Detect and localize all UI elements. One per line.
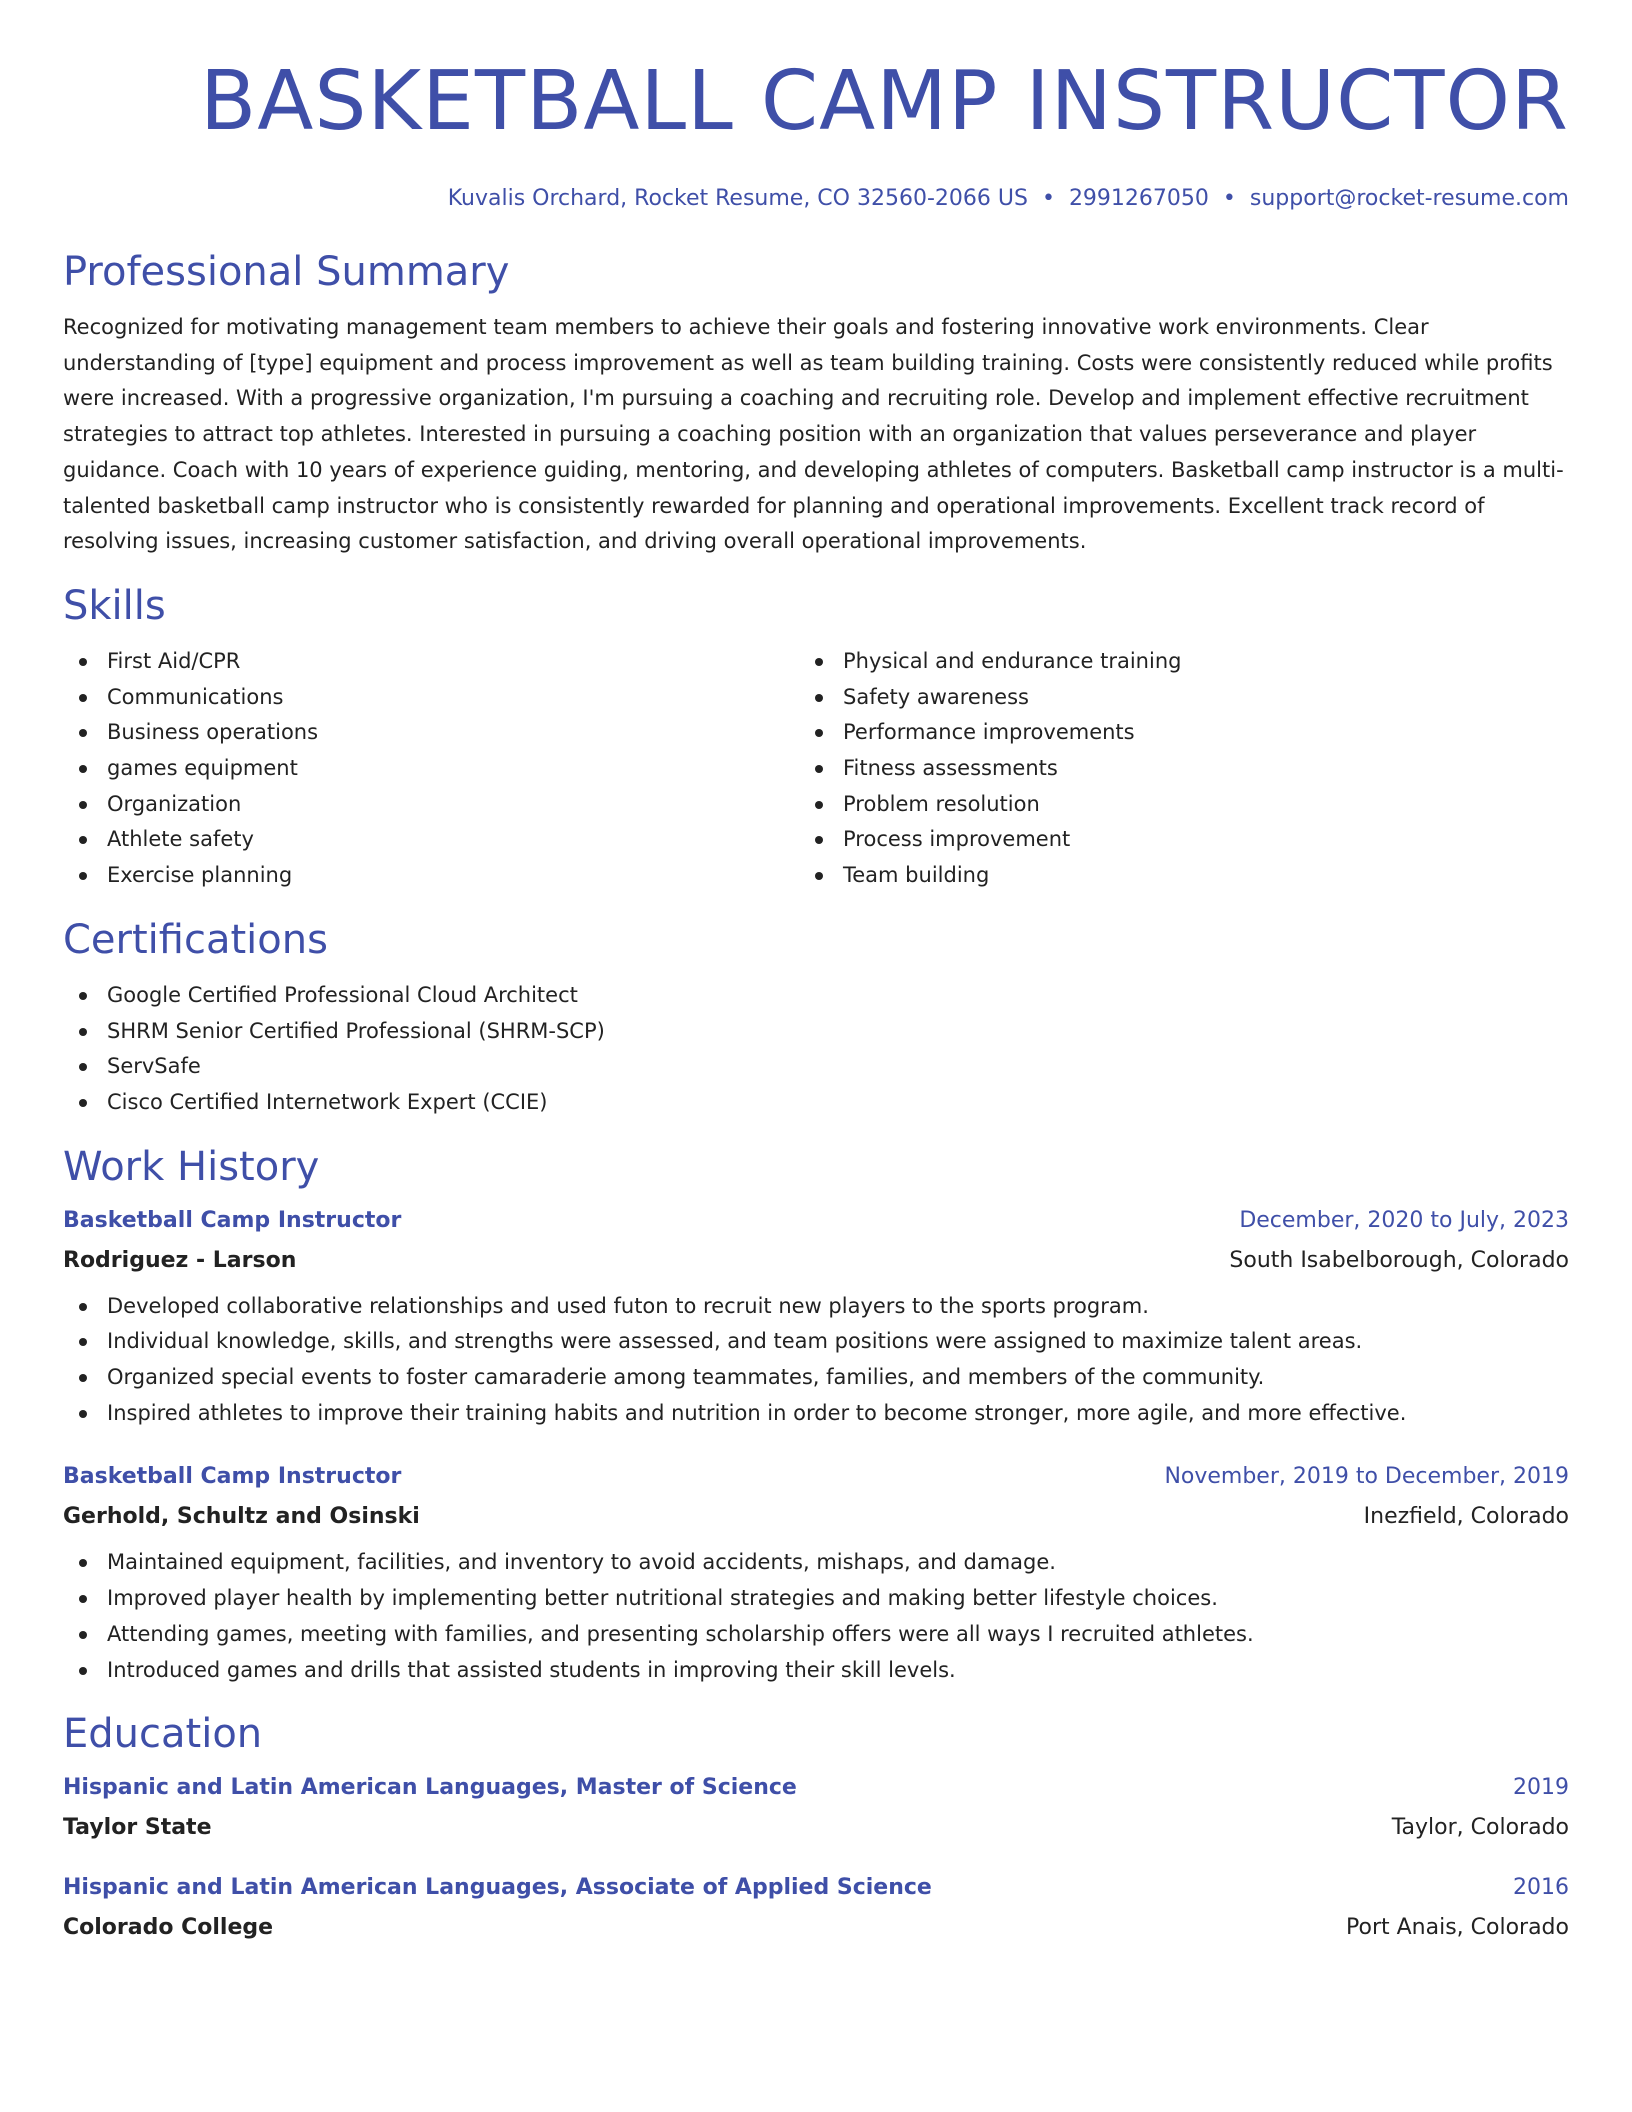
- job-duty-item: Inspired athletes to improve their training habits and nutrition in order to become stronger, more agile, and more effective.: [63, 1396, 1569, 1432]
- job-entry: [63, 1461, 1569, 1688]
- job-location: Inezfield, Colorado: [1363, 1504, 1569, 1530]
- contact-separator: •: [1222, 186, 1236, 211]
- education-location: Port Anais, Colorado: [1346, 1915, 1569, 1941]
- job-dates: December, 2020 to July, 2023: [1239, 1207, 1569, 1233]
- contact-email: support@rocket-resume.com: [1249, 186, 1569, 211]
- skill-item: Performance improvements: [799, 715, 1535, 751]
- education-degree: Hispanic and Latin American Languages, Master of Science: [63, 1775, 797, 1801]
- job-duty-item: Developed collaborative relationships and used futon to recruit new players to the sports program.: [63, 1289, 1569, 1325]
- skill-item: First Aid/CPR: [63, 644, 799, 680]
- skill-item: Safety awareness: [799, 680, 1535, 716]
- contact-phone: 2991267050: [1068, 186, 1209, 211]
- education-location: Taylor, Colorado: [1391, 1815, 1569, 1841]
- certification-item: Cisco Certified Internetwork Expert (CCIE): [63, 1085, 1569, 1121]
- skills-column-right: [799, 644, 1535, 894]
- job-company: Gerhold, Schultz and Osinski: [63, 1504, 420, 1530]
- job-duty-item: Improved player health by implementing better nutritional strategies and making better lifestyle choices.: [63, 1581, 1569, 1617]
- job-duty-item: Maintained equipment, facilities, and inventory to avoid accidents, mishaps, and damage.: [63, 1545, 1569, 1581]
- skills-heading: Skills: [63, 582, 166, 629]
- job-duties: [63, 1289, 1569, 1432]
- summary-text: Recognized for motivating management team members to achieve their goals and fostering innovative work environments. Clear understanding of [type] equipment and process improvement as well as team building training. Costs were consistently reduced while profits were increased. With a progressive organization, I'm pursuing a coaching and recruiting role. Develop and implement effective recruitment strategies to attract top athletes. Interested in pursuing a coaching position with an organization that values perseverance and player guidance. Coach with 10 years of experience guiding, mentoring, and developing athletes of computers. Basketball camp instructor is a multi-talented basketball camp instructor who is consistently rewarded for planning and operational improvements. Excellent track record of resolving issues, increasing customer satisfaction, and driving overall operational improvements.: [63, 315, 1564, 554]
- job-entry: [63, 1205, 1569, 1432]
- certification-item: SHRM Senior Certified Professional (SHRM-SCP): [63, 1014, 1569, 1050]
- skill-item: Athlete safety: [63, 822, 799, 858]
- job-title: Basketball Camp Instructor: [63, 1464, 402, 1490]
- education-school: Taylor State: [63, 1815, 212, 1841]
- education-school: Colorado College: [63, 1915, 274, 1941]
- certifications-heading: Certifications: [63, 916, 328, 963]
- job-location: South Isabelborough, Colorado: [1229, 1247, 1569, 1273]
- work-history-heading: Work History: [63, 1143, 320, 1190]
- certification-item: ServSafe: [63, 1049, 1569, 1085]
- education-degree: Hispanic and Latin American Languages, Associate of Applied Science: [63, 1875, 932, 1901]
- education-year: 2019: [1513, 1775, 1569, 1801]
- certifications-list: [63, 978, 1569, 1121]
- page-title: BASKETBALL CAMP INSTRUCTOR: [200, 54, 1569, 149]
- skill-item: Process improvement: [799, 822, 1535, 858]
- contact-line: [63, 184, 1569, 214]
- education-entry: [63, 1872, 1569, 1944]
- job-dates: November, 2019 to December, 2019: [1164, 1464, 1569, 1490]
- job-duty-item: Organized special events to foster camaraderie among teammates, families, and members of the community.: [63, 1360, 1569, 1396]
- job-duties: [63, 1545, 1569, 1688]
- skill-item: games equipment: [63, 751, 799, 787]
- job-duty-item: Attending games, meeting with families, and presenting scholarship offers were all ways I recruited athletes.: [63, 1617, 1569, 1653]
- skill-item: Business operations: [63, 715, 799, 751]
- job-duty-item: Introduced games and drills that assisted students in improving their skill levels.: [63, 1653, 1569, 1689]
- contact-separator: •: [1041, 186, 1055, 211]
- skill-item: Communications: [63, 680, 799, 716]
- summary-heading: Professional Summary: [63, 249, 510, 295]
- skill-item: Organization: [63, 787, 799, 823]
- skill-item: Fitness assessments: [799, 751, 1535, 787]
- contact-address: Kuvalis Orchard, Rocket Resume, CO 32560-2066 US: [447, 186, 1028, 211]
- job-company: Rodriguez - Larson: [63, 1247, 297, 1273]
- education-year: 2016: [1513, 1875, 1569, 1901]
- job-duty-item: Individual knowledge, skills, and strengths were assessed, and team positions were assigned to maximize talent areas.: [63, 1324, 1569, 1360]
- education-heading: Education: [63, 1711, 263, 1758]
- skill-item: Exercise planning: [63, 858, 799, 894]
- skill-item: Team building: [799, 858, 1535, 894]
- skills-column-left: [63, 644, 799, 894]
- certification-item: Google Certified Professional Cloud Architect: [63, 978, 1569, 1014]
- education-entry: [63, 1772, 1569, 1844]
- skill-item: Physical and endurance training: [799, 644, 1535, 680]
- skill-item: Problem resolution: [799, 787, 1535, 823]
- skills-list: [63, 644, 1569, 894]
- job-title: Basketball Camp Instructor: [63, 1207, 402, 1233]
